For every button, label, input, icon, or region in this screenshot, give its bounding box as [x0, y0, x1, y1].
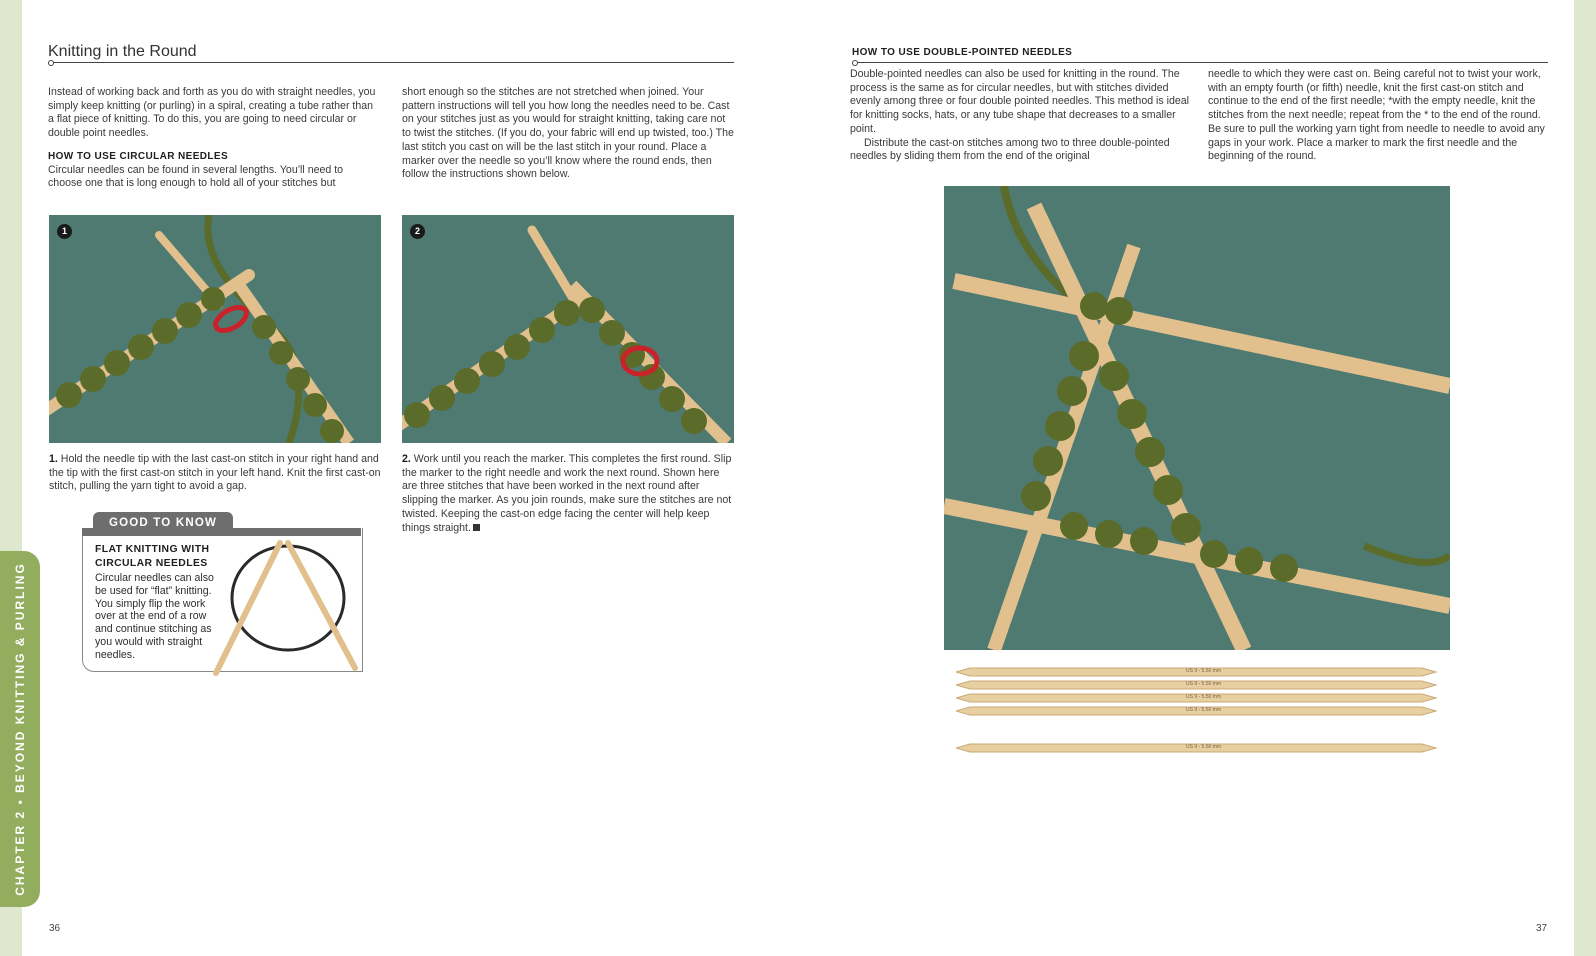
section-title: Knitting in the Round [48, 43, 197, 60]
dpn-column-1 [850, 68, 1190, 164]
good-to-know-label: GOOD TO KNOW [93, 512, 233, 534]
right-page-number: 37 [1536, 923, 1548, 934]
dpn-paragraph-1: Double-pointed needles can also be used for knitting in the round. The process is the same as for circular needles, but with stitches divided evenly among three or four double pointed needles. This method is ideal for knitting socks, hats, or any tube shape that decreases to a smaller point. [850, 68, 1190, 135]
step-2-caption [402, 453, 736, 535]
chapter-tab [0, 551, 40, 907]
needle-label-4: US 9 - 5.50 mm [1186, 707, 1222, 713]
step-1-caption [49, 453, 383, 494]
needle-label-2: US 9 - 5.50 mm [1186, 681, 1222, 687]
left-page-number: 36 [49, 923, 61, 934]
dpn-heading: HOW TO USE DOUBLE-POINTED NEEDLES [852, 47, 1073, 58]
step-1-number: 1. [49, 453, 58, 465]
intro-paragraph-continued: short enough so the stitches are not stretched when joined. Your pattern instructions will tell you how long the needles need to be. Cast on your stitches just as you would for straight knitting, taking care not to twist the stitches. (If you do, your fabric will end up twisted, too.) The last stitch you cast on will be the last stitch in your round. Place a marker over the needle so you’ll know where the round ends, then follow the instructions shown below. [402, 86, 734, 181]
title-rule [48, 62, 734, 63]
dpn-column-2 [1208, 68, 1548, 164]
dpn-heading-rule [852, 62, 1548, 63]
needle-label-3: US 9 - 5.50 mm [1186, 694, 1222, 700]
circular-needles-heading: HOW TO USE CIRCULAR NEEDLES [48, 150, 229, 162]
double-pointed-needles-photo [944, 186, 1450, 650]
dpn-paragraph-3: needle to which they were cast on. Being careful not to twist your work, with an empty fourth (or fifth) needle, knit the first cast-on stitch and continue to the end of the first needle; *with the empty needle, knit the stitches from the next needle; repeat from the * to the end of the round. Be sure to pull the working yarn tight from needle to needle to avoid any gaps in your work. Place a marker to mark the first needle and the beginning of the round. [1208, 68, 1545, 163]
needle-label-1: US 9 - 5.50 mm [1186, 668, 1222, 674]
needle-set [956, 664, 1441, 764]
circular-needles-text: Circular needles can be found in several lengths. You’ll need to choose one that is long enough to hold all of your stitches but [48, 163, 344, 190]
step-1-text: Hold the needle tip with the last cast-on stitch in your right hand and the tip with the first cast-on stitch in your left hand. Knit the first cast-on stitch, pulling the yarn tight to avoid a gap. [49, 453, 381, 493]
intro-paragraph: Instead of working back and forth as you do with straight needles, you simply keep knitting (or purling) in a spiral, creating a tube rather than a flat piece of knitting. To do this, you are going to need circular or double point needles. [48, 86, 376, 140]
chapter-tab-label: CHAPTER 2 • BEYOND KNITTING & PURLING [13, 562, 27, 896]
step-1-photo [49, 215, 381, 443]
intro-column-1 [48, 86, 380, 191]
right-page-edge [1574, 0, 1596, 956]
step-1-badge: 1 [57, 224, 72, 239]
end-mark [473, 524, 480, 531]
needle-label-5: US 9 - 5.50 mm [1186, 744, 1222, 750]
good-to-know-title: FLAT KNITTING WITH CIRCULAR NEEDLES [95, 544, 210, 569]
circular-needle-illustration [210, 538, 370, 688]
step-2-number: 2. [402, 453, 411, 465]
intro-column-2 [402, 86, 734, 182]
good-to-know-body: Circular needles can also be used for “flat” knitting. You simply flip the work over at the end of a row and continue stitching as you would with straight needles. [95, 572, 214, 661]
step-2-badge: 2 [410, 224, 425, 239]
step-2-text: Work until you reach the marker. This completes the first round. Slip the marker to the right needle and work the next round. Shown here are three stitches that have been worked in the next round after slipping the marker. As you join rounds, make sure the stitches are not twisted. Keeping the cast-on edge facing the center will help keep things straight. [402, 453, 732, 534]
dpn-paragraph-2: Distribute the cast-on stitches among two to three double-pointed needles by sliding them from the end of the original [850, 136, 1170, 163]
step-2-photo [402, 215, 734, 443]
